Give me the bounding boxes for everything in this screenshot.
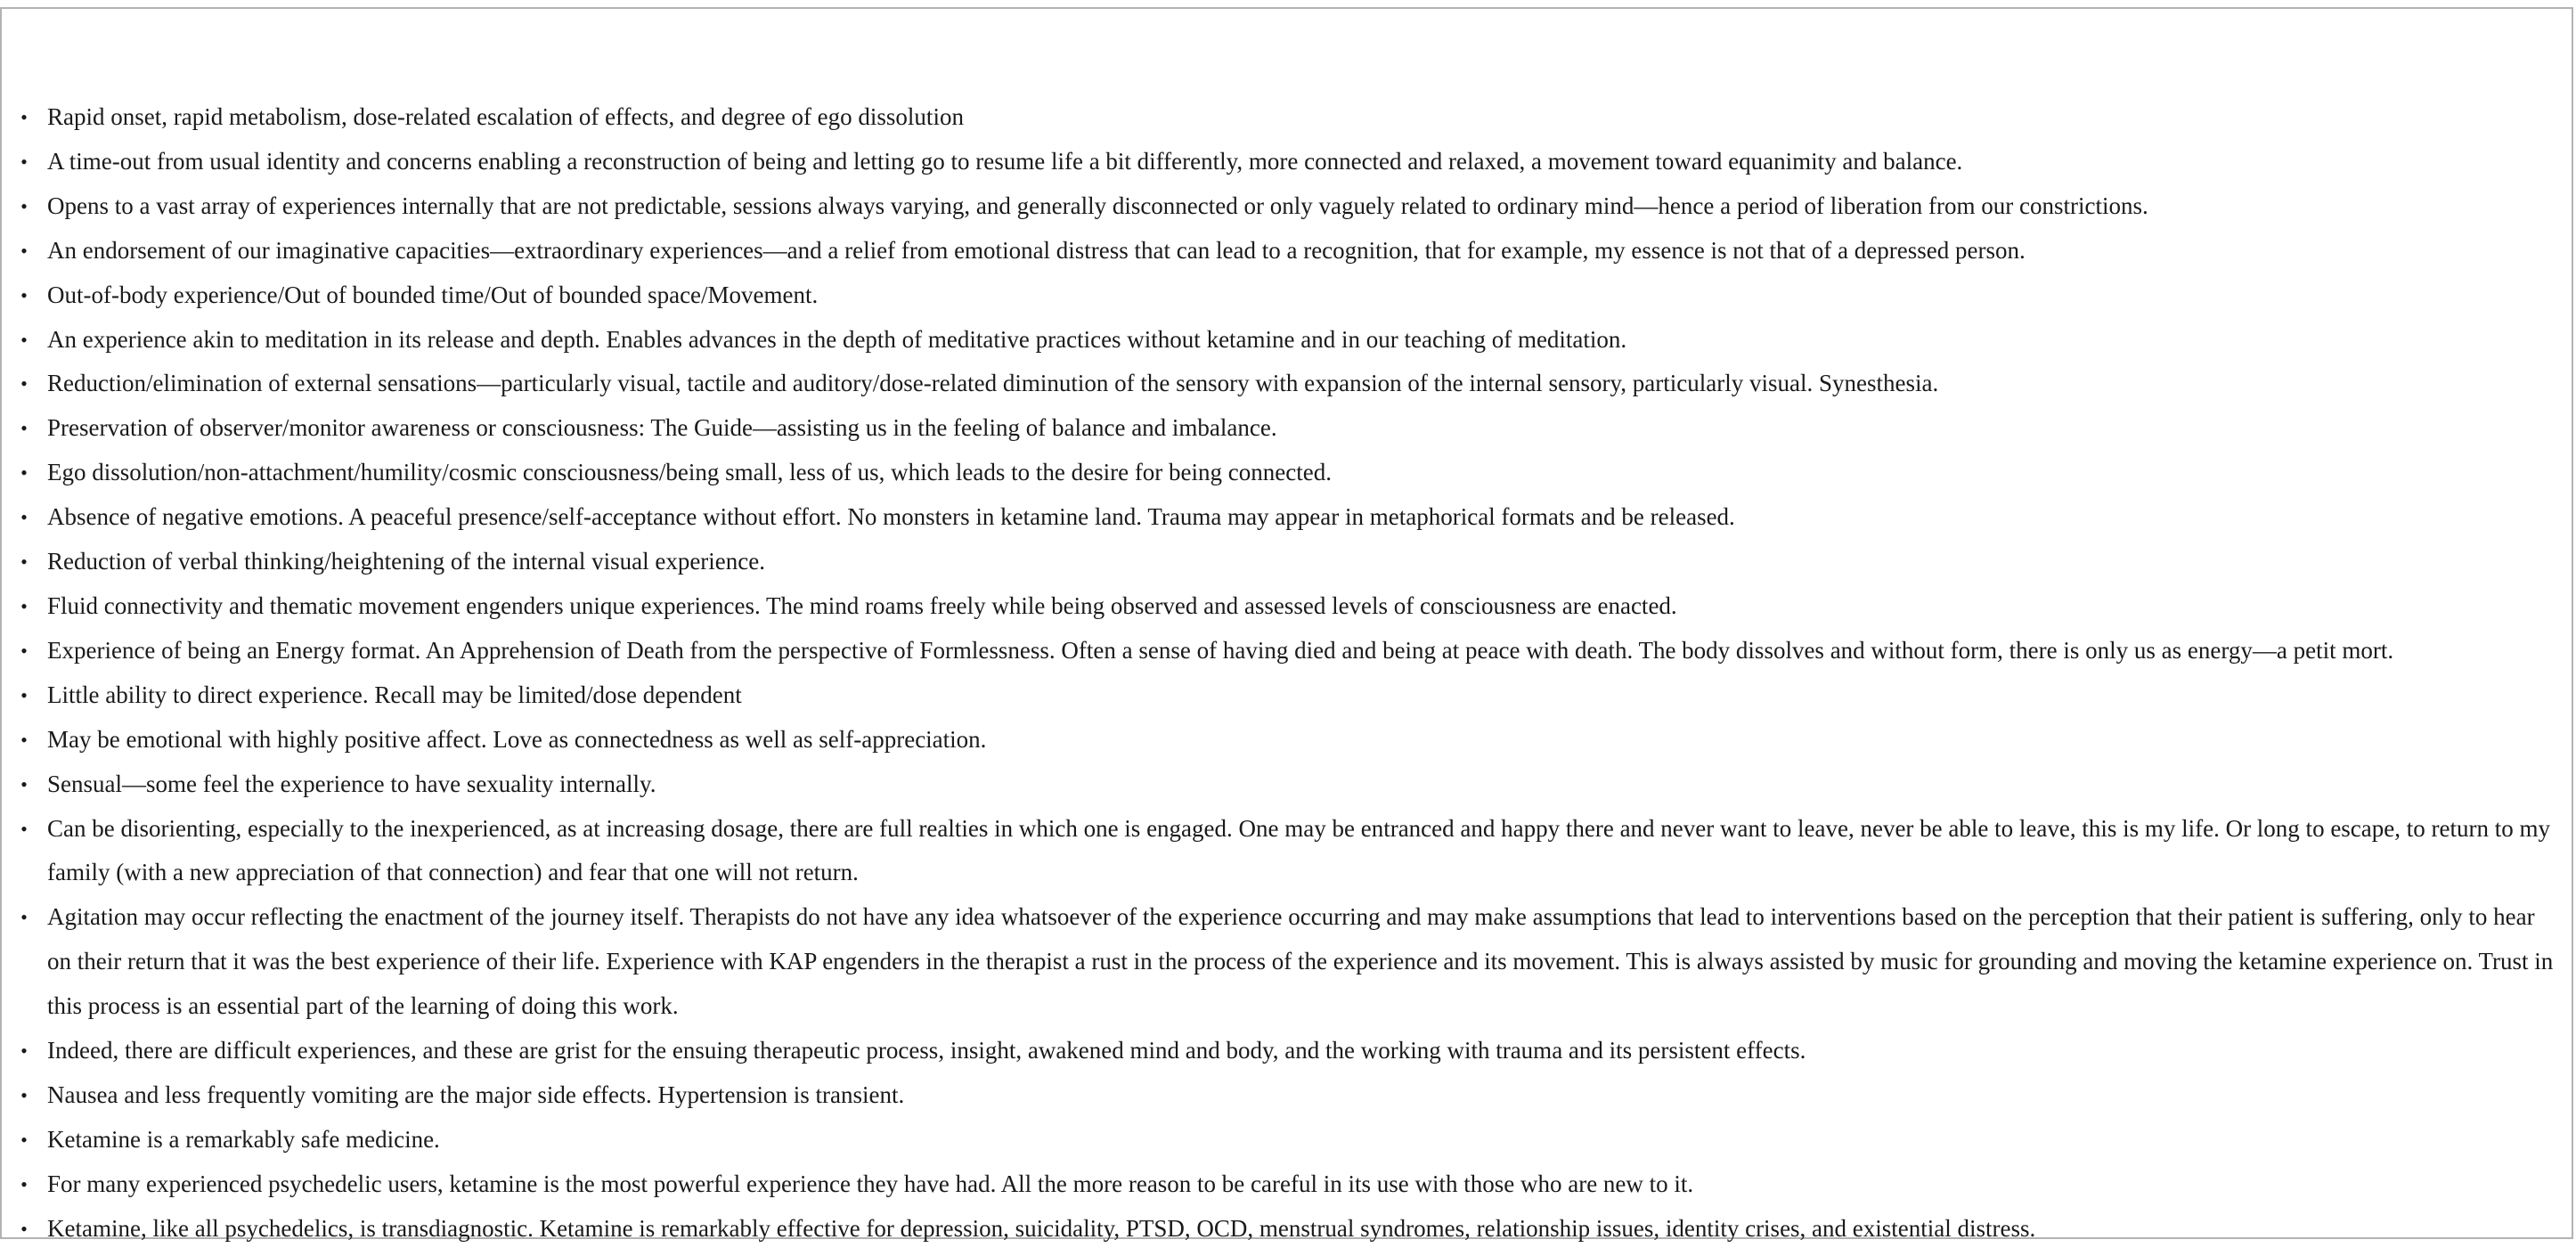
document-frame bbox=[0, 7, 2573, 1242]
list-item-text: Rapid onset, rapid metabolism, dose-related escalation of effects, and degree of ego dissolution bbox=[47, 103, 964, 130]
list-item-text: Experience of being an Energy format. An Apprehension of Death from the perspective of Formlessness. Often a sense of having died and being at peace with death. The body dissolves and without form, there is only us as energy—a petit mort. bbox=[47, 636, 2394, 664]
list-item bbox=[11, 807, 2558, 896]
bullet-icon: • bbox=[20, 551, 28, 574]
list-item-text: Ketamine, like all psychedelics, is transdiagnostic. Ketamine is remarkably effective for depression, suicidality, PTSD, OCD, menstrual syndromes, relationship issues, identity crises, and existential distress. bbox=[47, 1214, 2036, 1242]
list-item-text: Sensual—some feel the experience to have sexuality internally. bbox=[47, 770, 656, 797]
bullet-icon: • bbox=[20, 594, 28, 617]
list-item-text: An endorsement of our imaginative capacities—extraordinary experiences—and a relief from emotional distress that can lead to a recognition, that for example, my essence is not that of a depressed person. bbox=[47, 236, 2026, 264]
bullet-icon: • bbox=[20, 150, 28, 173]
list-item-text: Nausea and less frequently vomiting are the major side effects. Hypertension is transient. bbox=[47, 1081, 905, 1108]
bullet-icon: • bbox=[20, 239, 28, 262]
bullet-icon: • bbox=[20, 1128, 28, 1151]
list-item bbox=[11, 1118, 2558, 1162]
list-item bbox=[11, 184, 2558, 229]
list-item-text: Out-of-body experience/Out of bounded time/Out of bounded space/Movement. bbox=[47, 281, 819, 308]
list-item-text: Ketamine is a remarkably safe medicine. bbox=[47, 1125, 440, 1153]
list-item-text: Reduction/elimination of external sensations—particularly visual, tactile and auditory/dose-related diminution of the sensory with expansion of the internal sensory, particularly visual. Synesthesia. bbox=[47, 370, 1939, 397]
list-item-text: May be emotional with highly positive affect. Love as connectedness as well as self-appreciation. bbox=[47, 725, 987, 753]
bullet-icon: • bbox=[20, 417, 28, 440]
bullet-icon: • bbox=[20, 817, 28, 840]
bullet-icon: • bbox=[20, 1083, 28, 1106]
bullet-icon: • bbox=[20, 683, 28, 706]
bullet-icon: • bbox=[20, 328, 28, 351]
list-item-text: Little ability to direct experience. Recall may be limited/dose dependent bbox=[47, 681, 742, 708]
list-item-text: Reduction of verbal thinking/heightening of the internal visual experience. bbox=[47, 548, 766, 575]
list-item bbox=[11, 673, 2558, 718]
list-item bbox=[11, 1029, 2558, 1073]
list-item bbox=[11, 95, 2558, 140]
list-item bbox=[11, 895, 2558, 1029]
list-item-text: Fluid connectivity and thematic movement engenders unique experiences. The mind roams freely while being observed and assessed levels of consciousness are enacted. bbox=[47, 591, 1677, 619]
bullet-icon: • bbox=[20, 194, 28, 217]
list-item bbox=[11, 584, 2558, 629]
list-item bbox=[11, 763, 2558, 807]
bullet-icon: • bbox=[20, 106, 28, 128]
list-item-text: A time-out from usual identity and concerns enabling a reconstruction of being and letting go to resume life a bit differently, more connected and relaxed, a movement toward equanimity and balance. bbox=[47, 147, 1963, 175]
bullet-icon: • bbox=[20, 906, 28, 929]
list-item-text: Opens to a vast array of experiences internally that are not predictable, sessions always varying, and generally disconnected or only vaguely related to ordinary mind—hence a period of liberation from our constrictions. bbox=[47, 192, 2148, 219]
bullet-icon: • bbox=[20, 1217, 28, 1240]
list-item bbox=[11, 718, 2558, 763]
list-item-text: Indeed, there are difficult experiences, and these are grist for the ensuing therapeutic process, insight, awakened mind and body, and the working with trauma and its persistent effects. bbox=[47, 1037, 1806, 1064]
bullet-icon: • bbox=[20, 1172, 28, 1195]
list-item bbox=[11, 140, 2558, 184]
list-item bbox=[11, 540, 2558, 584]
list-item-text: For many experienced psychedelic users, ketamine is the most powerful experience they have had. All the more reason to be careful in its use with those who are new to it. bbox=[47, 1170, 1694, 1197]
bullet-icon: • bbox=[20, 506, 28, 529]
list-item bbox=[11, 451, 2558, 495]
list-item bbox=[11, 318, 2558, 363]
list-item bbox=[11, 273, 2558, 318]
list-item bbox=[11, 1162, 2558, 1207]
list-item bbox=[11, 362, 2558, 406]
bullet-icon: • bbox=[20, 728, 28, 751]
list-item bbox=[11, 229, 2558, 273]
bullet-list bbox=[11, 95, 2558, 1252]
bullet-icon: • bbox=[20, 372, 28, 396]
bullet-icon: • bbox=[20, 461, 28, 485]
bullet-icon: • bbox=[20, 1040, 28, 1063]
list-item-text: Can be disorienting, especially to the inexperienced, as at increasing dosage, there are full realties in which one is engaged. One may be entranced and happy there and never want to leave, never be able to leave, this is my life. Or long to escape, to return to my family (with a new appreciation of that connection) and fear that one will not return. bbox=[47, 814, 2550, 886]
list-item-text: Agitation may occur reflecting the enactment of the journey itself. Therapists do not have any idea whatsoever of the experience occurring and may make assumptions that lead to interventions based on the perception that their patient is suffering, only to hear on their return that it was the best experience of their life. Experience with KAP engenders in the therapist a rust in the process of the experience and its movement. This is always assisted by music for grounding and moving the ketamine experience on. Trust in this process is an essential part of the learning of doing this work. bbox=[47, 903, 2554, 1020]
list-item-text: Ego dissolution/non-attachment/humility/cosmic consciousness/being small, less of us, which leads to the desire for being connected. bbox=[47, 459, 1332, 486]
bullet-icon: • bbox=[20, 639, 28, 662]
bullet-icon: • bbox=[20, 772, 28, 795]
list-item bbox=[11, 1207, 2558, 1252]
list-item-text: An experience akin to meditation in its release and depth. Enables advances in the depth of meditative practices without ketamine and in our teaching of meditation. bbox=[47, 325, 1627, 353]
list-item bbox=[11, 406, 2558, 451]
list-item bbox=[11, 1073, 2558, 1118]
list-item-text: Preservation of observer/monitor awareness or consciousness: The Guide—assisting us in the feeling of balance and imbalance. bbox=[47, 414, 1277, 442]
list-item-text: Absence of negative emotions. A peaceful presence/self-acceptance without effort. No monsters in ketamine land. Trauma may appear in metaphorical formats and be released. bbox=[47, 503, 1735, 531]
bullet-icon: • bbox=[20, 283, 28, 306]
list-item bbox=[11, 495, 2558, 540]
list-item bbox=[11, 629, 2558, 673]
